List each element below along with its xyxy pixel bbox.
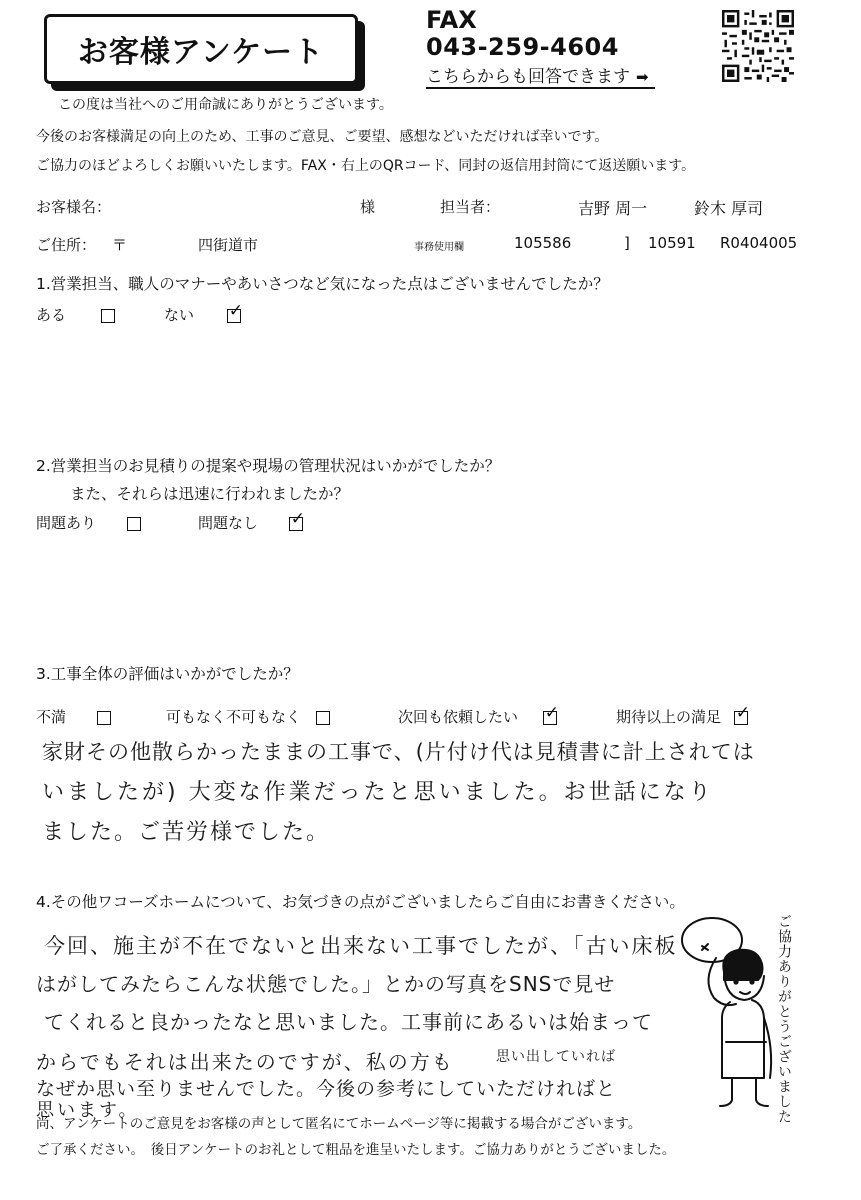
q3-option-4-label: 期待以上の満足 — [616, 708, 722, 726]
intro-line-1: この度は当社へのご用命誠にありがとうございます。 — [58, 97, 393, 113]
q1-option-no[interactable] — [164, 304, 241, 325]
q3-answer-line-3: ました。ご苦労様でした。 — [42, 820, 331, 845]
question-3: 3.工事全体の評価はいかがでしたか？ — [36, 665, 299, 683]
intro-line-2: 今後のお客様満足の向上のため、工事のご意見、ご要望、感想などいただければ幸いです。 — [36, 129, 609, 145]
checked-checkbox-icon[interactable] — [289, 517, 303, 531]
checked-checkbox-icon[interactable] — [734, 711, 748, 725]
fax-number: 043-259-4604 — [426, 33, 619, 61]
q4-answer-line-2: はがしてみたらこんな状態でした。」とかの写真をSNSで見せ — [36, 972, 616, 996]
q3-option-1[interactable] — [36, 706, 111, 727]
q4-answer-line-6: 思います。 — [36, 1100, 140, 1121]
q4-answer-line-5: なぜか思い至りませんでした。今後の参考にしていただければと — [36, 1078, 617, 1100]
staff-name-2: 鈴木 厚司 — [694, 199, 764, 218]
q1-option-yes-label: ある — [36, 306, 67, 324]
checked-checkbox-icon[interactable] — [227, 309, 241, 323]
question-2: 2.営業担当のお見積りの提案や現場の管理状況はいかがでしたか？ — [36, 457, 501, 475]
staff-name-1: 吉野 周一 — [578, 199, 648, 218]
staff-label: 担当者： — [440, 198, 501, 216]
q3-answer-line-1: 家財その他散らかったままの工事で、(片付け代は見積書に計上されては — [42, 740, 755, 764]
postal-mark: 〒 — [112, 236, 128, 254]
q2-option-problem[interactable] — [36, 512, 141, 533]
q4-answer-insert: 思い出していれば — [496, 1049, 616, 1065]
footer-line-1: 尚、アンケートのご意見をお客様の声として匿名にてホームページ等に掲載する場合がございます。 — [36, 1116, 642, 1132]
q3-option-4[interactable] — [616, 706, 748, 727]
honorific-sama: 様 — [360, 198, 376, 216]
address-label: ご住所： — [36, 236, 97, 254]
q2-option-noproblem-label: 問題なし — [198, 514, 259, 532]
q4-answer-line-3: てくれると良かったなと思いました。工事前にあるいは始まって — [44, 1010, 653, 1034]
q3-option-1-label: 不満 — [36, 708, 67, 726]
q4-answer-line-1: 今回、施主が不在でないと出来ない工事でしたが、「古い床板 — [44, 934, 678, 958]
side-thanks-vertical: ご協力ありがとうございました — [776, 914, 792, 1124]
q3-option-3-label: 次回も依頼したい — [398, 708, 519, 726]
office-code-3: R0404005 — [720, 234, 798, 252]
arrow-right-icon: ➡ — [636, 68, 649, 86]
footer-line-2: ご了承ください。 後日アンケートのお礼として粗品を進呈いたします。ご協力ありがとうございました。 — [36, 1142, 676, 1158]
q3-option-2[interactable] — [166, 706, 330, 727]
checkbox-icon[interactable] — [127, 517, 141, 531]
office-code-1: 105586 — [514, 234, 572, 252]
address-city: 四街道市 — [198, 236, 259, 254]
checkbox-icon[interactable] — [97, 711, 111, 725]
q3-option-3[interactable] — [398, 706, 557, 727]
intro-line-3: ご協力のほどよろしくお願いいたします。FAX・右上のQRコード、同封の返信用封筒にて返送願います。 — [36, 158, 696, 174]
q4-answer-line-4: からでもそれは出来たのですが、私の方も — [36, 1050, 454, 1074]
question-1: 1.営業担当、職人のマナーやあいさつなど気になった点はございませんでしたか？ — [36, 275, 609, 293]
question-2-sub: また、それらは迅速に行われましたか？ — [70, 485, 350, 503]
checked-checkbox-icon[interactable] — [543, 711, 557, 725]
fax-label: FAX — [426, 6, 477, 34]
checkbox-icon[interactable] — [316, 711, 330, 725]
office-bracket: ] — [624, 234, 630, 252]
worker-character-illustration — [672, 914, 782, 1110]
office-code-2: 10591 — [648, 234, 696, 252]
survey-title: お客様アンケート — [44, 14, 358, 84]
customer-name-label: お客様名： — [36, 198, 112, 216]
q2-option-noproblem[interactable] — [198, 512, 303, 533]
qr-note-text: こちらからも回答できます — [426, 67, 630, 87]
question-4: 4.その他ワコーズホームについて、お気づきの点がございましたらご自由にお書きください。 — [36, 893, 685, 911]
q3-answer-line-2: いましたが) 大変な作業だったと思いました。お世話になり — [42, 780, 714, 805]
qr-code-icon[interactable] — [722, 10, 794, 82]
checkbox-icon[interactable] — [101, 309, 115, 323]
q2-option-problem-label: 問題あり — [36, 514, 97, 532]
q1-option-yes[interactable] — [36, 304, 115, 325]
q1-option-no-label: ない — [164, 306, 195, 324]
qr-note — [426, 62, 655, 89]
q3-option-2-label: 可もなく不可もなく — [166, 708, 302, 726]
office-use-label: 事務使用欄 — [414, 242, 464, 253]
